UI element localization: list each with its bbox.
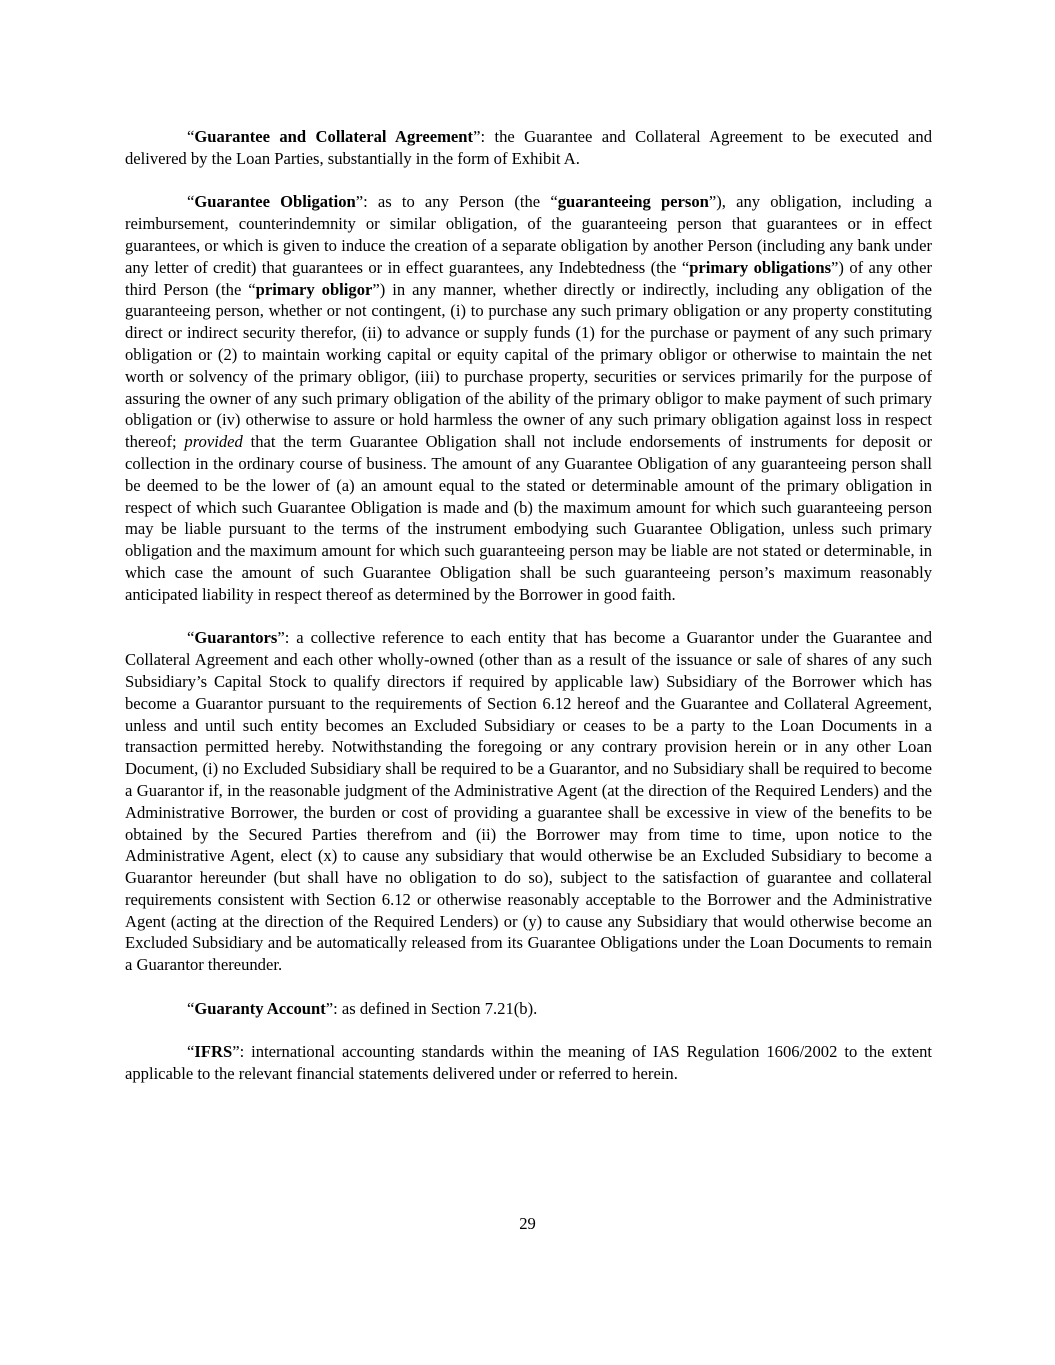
definition-text: : as defined in Section 7.21(b).	[333, 998, 538, 1018]
definition-text: ”), any obligation, including a reimbursement, counterindemnity or similar obligation, of the guaranteeing person that guarantees or in effect guarantees, or which is given to induce the creation of a separate obligation by another Person (including any bank under any letter of credit) that guarantees or in effect guarantees, any Indebtedness (the “	[125, 192, 933, 277]
open-quote: “	[187, 998, 195, 1018]
definition-text: ”) of any other third Person (the “	[125, 257, 932, 299]
definition-guarantors	[125, 627, 932, 976]
defined-term: Guarantee Obligation	[194, 192, 356, 212]
open-quote: “	[187, 127, 195, 146]
document-page	[125, 126, 932, 1107]
definition-text: ”: as to any Person (the “	[355, 192, 558, 212]
defined-term: IFRS	[194, 1042, 233, 1062]
defined-term-inline: primary obligations	[689, 257, 832, 277]
open-quote: “	[187, 192, 195, 212]
defined-term: Guaranty Account	[194, 998, 326, 1018]
defined-term-inline: guaranteeing person	[557, 192, 709, 212]
definition-text: ”) in any manner, whether directly or indirectly, including any obligation of the guaranteeing person, whether or not contingent, (i) to purchase any such primary obligation or any property constituting direct or indirect security therefor, (ii) to advance or supply funds (1) for the purchase or payment of any such primary obligation or (2) to maintain working capital or equity capital of the primary obligor or otherwise to maintain the net worth or solvency of the primary obligor, (iii) to purchase property, securities or services primarily for the purpose of assuring the owner of any such primary obligation of the ability of the primary obligor to make payment of such primary obligation or (iv) otherwise to assure or hold harmless the owner of any such primary obligation against loss in respect thereof;	[125, 279, 932, 452]
definition-text: : a collective reference to each entity that has become a Guarantor under the Guarantee and Collateral Agreement and each other wholly-owned (other than as a result of the issuance or sale of shares of any such Subsidiary’s Capital Stock to qualify directors if required by applicable law) Subsidiary of the Borrower which has become a Guarantor pursuant to the requirements of Section 6.12 hereof and the Guarantee and Collateral Agreement, unless and until such entity becomes an Excluded Subsidiary or ceases to be a party to the Loan Documents in a transaction permitted hereby. Notwithstanding the foregoing or any contrary provision herein or in any other Loan Document, (i) no Excluded Subsidiary shall be required to be a Guarantor, and no Subsidiary shall be required to become a Guarantor if, in the reasonable judgment of the Administrative Agent (at the direction of the Required Lenders) and the Administrative Borrower, the burden or cost of providing a guarantee shall be excessive in view of the benefits to be obtained by the Secured Parties therefrom and (ii) the Borrower may from time to time, upon notice to the Administrative Agent, elect (x) to cause any subsidiary that would otherwise be an Excluded Subsidiary to become a Guarantor hereunder (but shall have no obligation to do so), subject to the satisfaction of guarantee and collateral requirements consistent with Section 6.12 or otherwise reasonably acceptable to the Borrower and the Administrative Agent (acting at the direction of the Required Lenders) or (y) to cause any Subsidiary that would otherwise become an Excluded Subsidiary and be automatically released from its Guarantee Obligations under the Loan Documents to remain a Guarantor thereunder.	[125, 628, 932, 975]
defined-term: Guarantors	[194, 628, 278, 648]
open-quote: “	[187, 1042, 195, 1062]
definition-ifrs	[125, 1041, 932, 1085]
page-number: 29	[519, 1214, 536, 1233]
close-quote: ”	[325, 998, 334, 1018]
close-quote: ”	[232, 1042, 240, 1062]
definition-text: : international accounting standards within the meaning of IAS Regulation 1606/2002 to the extent applicable to the relevant financial statements delivered under or referred to herein.	[125, 1042, 932, 1084]
emphasis-provided: provided	[184, 432, 243, 452]
defined-term-inline: primary obligor	[255, 279, 373, 299]
definition-guarantee-and-collateral-agreement	[125, 126, 932, 170]
defined-term: Guarantee and Collateral Agreement	[194, 127, 474, 146]
close-quote: ”	[473, 127, 481, 146]
definition-guarantee-obligation	[125, 191, 932, 605]
close-quote: ”	[277, 628, 285, 648]
definition-text: : the Guarantee and Collateral Agreement to be executed and delivered by the Loan Parties, substantially in the form of Exhibit A.	[125, 127, 933, 168]
open-quote: “	[187, 628, 195, 648]
definition-text: that the term Guarantee Obligation shall not include endorsements of instruments for deposit or collection in the ordinary course of business. The amount of any Guarantee Obligation of any guaranteeing person shall be deemed to be the lower of (a) an amount equal to the stated or determinable amount of the primary obligation in respect of which such Guarantee Obligation is made and (b) the maximum amount for which such guaranteeing person may be liable pursuant to the terms of the instrument embodying such Guarantee Obligation, unless such primary obligation and the maximum amount for which such guaranteeing person may be liable are not stated or determinable, in which case the amount of such Guarantee Obligation shall be such guaranteeing person’s maximum reasonably anticipated liability in respect thereof as determined by the Borrower in good faith.	[125, 432, 932, 604]
definition-guaranty-account	[125, 998, 932, 1020]
